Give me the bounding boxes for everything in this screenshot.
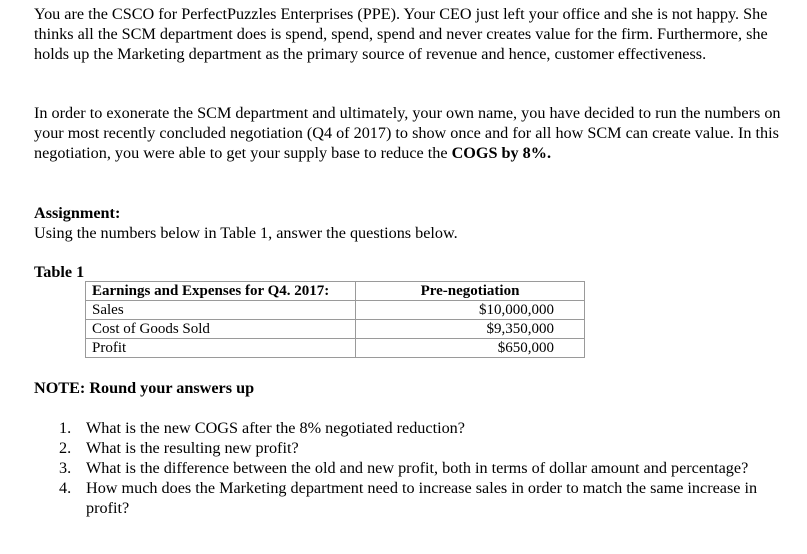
table-cell: $10,000,000: [356, 301, 585, 320]
assignment-text: Using the numbers below in Table 1, answer the questions below.: [34, 224, 458, 242]
assignment-heading: Assignment:: [34, 204, 121, 222]
question-number: 4.: [59, 479, 72, 497]
question-number: 1.: [59, 419, 72, 437]
table-cell: $9,350,000: [356, 320, 585, 339]
table-header-row: [86, 282, 585, 301]
negotiation-bold-text: COGS by 8%.: [451, 144, 552, 162]
table-cell: Sales: [86, 301, 356, 320]
question-text: What is the difference between the old and new profit, both in terms of dollar amount and percentage?: [86, 459, 749, 477]
table-label: Table 1: [34, 263, 85, 281]
list-item: [59, 478, 766, 518]
list-item: [59, 418, 766, 438]
table-row: [86, 339, 585, 358]
table-row: [86, 301, 585, 320]
table-cell: Cost of Goods Sold: [86, 320, 356, 339]
intro-paragraph: You are the CSCO for PerfectPuzzles Enterprises (PPE). Your CEO just left your office and she is not happy. She thinks all the SCM department does is spend, spend, spend and never creates value for the firm. Furthermore, she holds up the Marketing department as the primary source of revenue and hence, customer effectiveness.: [34, 5, 768, 63]
question-text: How much does the Marketing department need to increase sales in order to match the same increase in profit?: [86, 479, 758, 517]
assignment-section: [34, 203, 794, 243]
question-number: 3.: [59, 459, 72, 477]
table-cell: $650,000: [356, 339, 585, 358]
table-row: [86, 320, 585, 339]
table-header-cell: Earnings and Expenses for Q4. 2017:: [86, 282, 356, 301]
questions-list: [59, 418, 766, 518]
earnings-table: [85, 281, 585, 358]
question-text: What is the new COGS after the 8% negotiated reduction?: [86, 419, 465, 437]
table-header-cell: Pre-negotiation: [356, 282, 585, 301]
question-number: 2.: [59, 439, 72, 457]
table-cell: Profit: [86, 339, 356, 358]
question-text: What is the resulting new profit?: [86, 439, 299, 457]
list-item: [59, 438, 766, 458]
negotiation-paragraph: [34, 103, 794, 163]
note-text: NOTE: Round your answers up: [34, 379, 255, 397]
negotiation-text: In order to exonerate the SCM department and ultimately, your own name, you have decided to run the numbers on your most recently concluded negotiation (Q4 of 2017) to show once and for all how SCM can create value. In this negotiation, you were able to get your supply base to reduce the: [34, 104, 781, 162]
list-item: [59, 458, 766, 478]
